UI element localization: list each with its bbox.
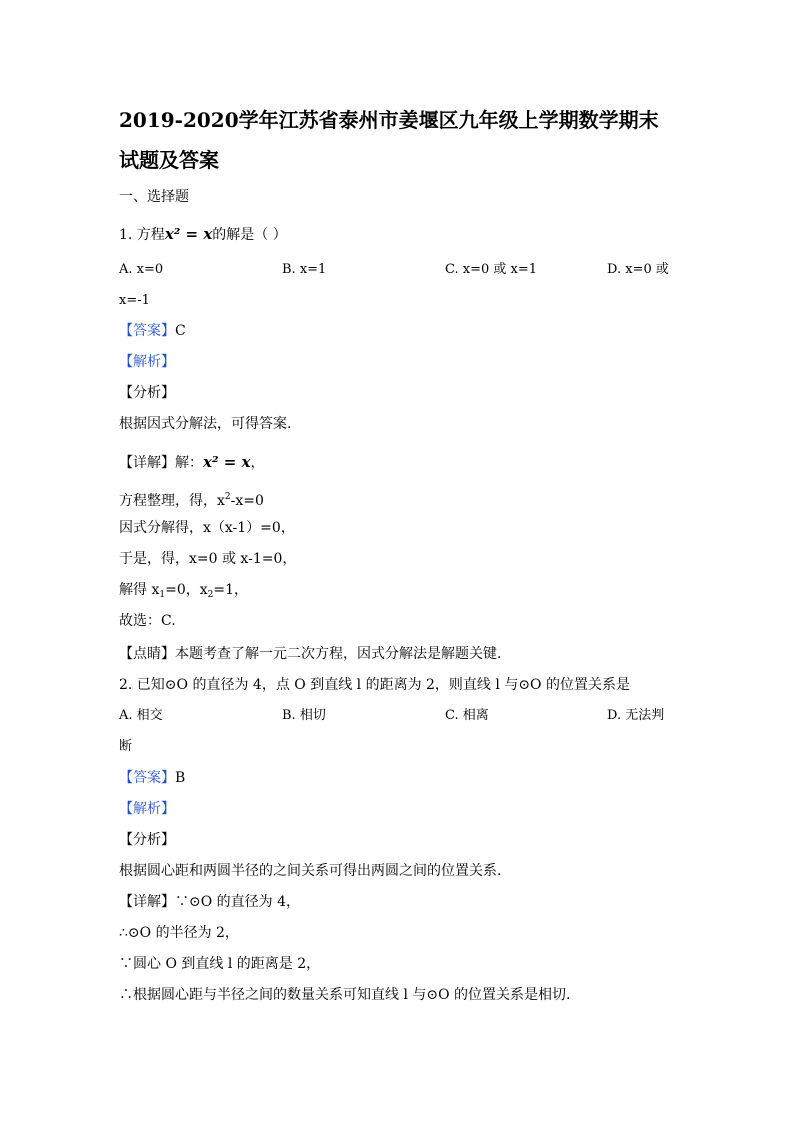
- q1-stem-suffix: 的解是（ ）: [212, 227, 287, 243]
- q1-option-c: C. x=0 或 x=1: [445, 262, 538, 277]
- q1-analysis-label: 【解析】: [119, 354, 175, 370]
- q1-option-a: A. x=0: [119, 262, 164, 277]
- doc-title-line2: 试题及答案: [119, 148, 219, 172]
- q2-step3: ∴根据圆心距与半径之间的数量关系可知直线 l 与⊙O 的位置关系是相切.: [119, 987, 571, 1003]
- q2-stem: 2. 已知⊙O 的直径为 4，点 O 到直线 l 的距离为 2，则直线 l 与⊙O 的位置关系是: [119, 677, 630, 693]
- q1-step2: 因式分解得，x（x-1）=0，: [119, 520, 295, 536]
- q1-dianjing-text: 本题考查了解一元二次方程，因式分解法是解题关键.: [175, 646, 502, 662]
- q2-option-d-cont: 断: [119, 739, 133, 754]
- q2-step2: ∵圆心 O 到直线 l 的距离是 2，: [119, 956, 321, 972]
- q1-fenxi-label: 【分析】: [119, 385, 175, 401]
- q1-step1-sup: 2: [224, 492, 231, 502]
- q1-step4-b: =0，x: [165, 582, 208, 598]
- q1-xiangjie-comma: ，: [250, 455, 265, 471]
- q1-step1-suffix: -x=0: [230, 493, 264, 509]
- q2-option-b: B. 相切: [282, 708, 326, 723]
- q1-step3: 于是，得，x=0 或 x-1=0，: [119, 551, 297, 567]
- q1-answer-value: C: [175, 323, 186, 339]
- q2-xiangjie: [119, 893, 300, 911]
- q1-answer: [119, 322, 186, 340]
- q1-xiangjie: [119, 453, 264, 472]
- q1-xiangjie-label: 【详解】: [119, 455, 175, 471]
- q1-option-b: B. x=1: [282, 262, 327, 277]
- q1-dianjing: [119, 645, 501, 663]
- q2-answer-label: 【答案】: [119, 770, 175, 786]
- q1-step4-sub1: 1: [159, 590, 166, 600]
- q1-equation: x² = x: [164, 225, 213, 243]
- q1-step4-c: =1，: [213, 582, 249, 598]
- q2-step1: ∴⊙O 的半径为 2，: [119, 925, 239, 941]
- q2-answer-value: B: [175, 770, 186, 786]
- q1-option-d: D. x=0 或: [607, 262, 669, 277]
- q2-fenxi-text: 根据圆心距和两圆半径的之间关系可得出两圆之间的位置关系.: [119, 863, 502, 879]
- q1-step4-sub2: 2: [207, 590, 214, 600]
- q1-stem-prefix: 1. 方程: [119, 227, 165, 243]
- q1-step4-a: 解得 x: [119, 582, 160, 598]
- q1-xiangjie-equation: x² = x: [203, 453, 251, 471]
- section-heading: 一、选择题: [119, 189, 189, 205]
- q1-fenxi-text: 根据因式分解法，可得答案.: [119, 416, 292, 432]
- q2-option-d: D. 无法判: [607, 708, 665, 723]
- q2-option-a: A. 相交: [119, 708, 163, 723]
- q1-step1-prefix: 方程整理，得，x: [119, 493, 225, 509]
- q2-fenxi-label: 【分析】: [119, 832, 175, 848]
- q2-xiangjie-label: 【详解】: [119, 894, 175, 910]
- q1-step1: [119, 488, 264, 510]
- doc-title-line1: 2019-2020学年江苏省泰州市姜堰区九年级上学期数学期末: [119, 108, 659, 132]
- q1-stem: [119, 225, 287, 244]
- q1-xiangjie-prefix: 解：: [175, 455, 203, 471]
- q1-answer-label: 【答案】: [119, 323, 175, 339]
- q1-option-d-cont: x=-1: [119, 293, 150, 308]
- q2-option-c: C. 相离: [445, 708, 489, 723]
- q1-step5: 故选：C.: [119, 613, 176, 629]
- q2-answer: [119, 769, 185, 787]
- q1-dianjing-label: 【点睛】: [119, 646, 175, 662]
- q2-xiangjie-text: ∵⊙O 的直径为 4，: [175, 894, 301, 910]
- q1-step4: [119, 581, 248, 604]
- q2-analysis-label: 【解析】: [119, 801, 175, 817]
